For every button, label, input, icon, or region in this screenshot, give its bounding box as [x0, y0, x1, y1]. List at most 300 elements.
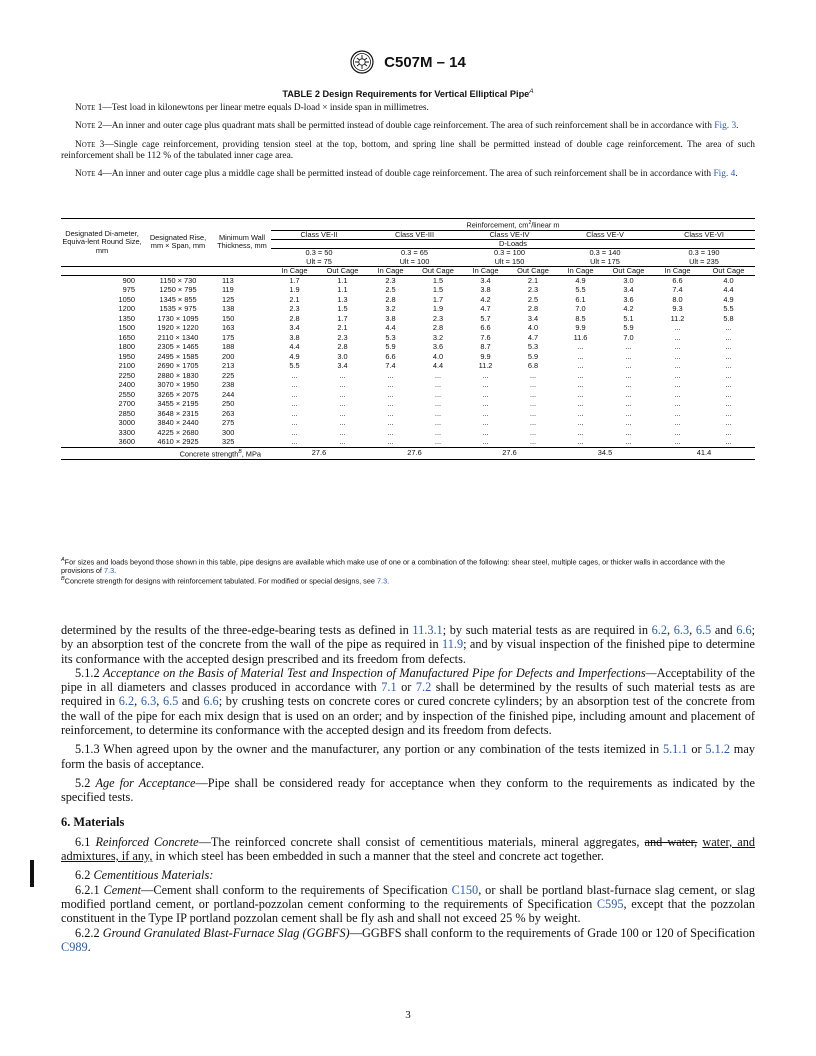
reinforcement-cell: 7.0	[575, 304, 586, 314]
reinforcement-cell: ...	[674, 342, 681, 352]
rise-span-cell: 1535 × 975	[159, 304, 197, 314]
reinforcement-cell: 4.4	[723, 285, 734, 295]
in-cage-header: In Cage	[664, 265, 691, 275]
in-cage-header: In Cage	[567, 265, 594, 275]
concrete-strength-value: 27.6	[311, 448, 327, 458]
class-header: Class VE-VI	[684, 229, 724, 239]
in-cage-header: In Cage	[472, 265, 499, 275]
reinforcement-cell: ...	[387, 427, 394, 437]
reinforcement-cell: ...	[291, 408, 298, 418]
section-7-3-link[interactable]: 7.3	[376, 576, 388, 586]
note-2: Note 2—An inner and outer cage plus quadrant mats shall be permitted instead of double cage reinforcement. The area of such reinforcement shall be in accordance with Fig. 3.	[75, 121, 739, 132]
reinforcement-cell: ...	[674, 370, 681, 380]
reinforcement-cell: ...	[577, 370, 584, 380]
class-header: Class VE-III	[394, 229, 434, 239]
reinforcement-cell: ...	[674, 380, 681, 390]
reinforcement-cell: ...	[577, 399, 584, 409]
reinforcement-cell: ...	[482, 389, 489, 399]
paragraph-5-1-2: 5.1.2 Acceptance on the Basis of Material Test and Inspection of Manufactured Pipe for Defects and Imperfections—Acceptability of the pipe in all diameters and classes produced in accordance with 7.1 or 7.2 shall be determined by the results of such material tests as are required in 6.2, 6.3, 6.5 and 6.6; by crushing tests on concrete cores or cured concrete cylinders; by an absorption test of the concrete from the wall of the pipe for each mix design that is used on an order; and by inspection of the finished pipe, including amount and placement of reinforcement, to determine its conformance with the accepted design and its freedom from defects.	[61, 665, 756, 738]
reinforcement-cell: 1.9	[432, 304, 444, 314]
rise-span-cell: 2880 × 1830	[157, 370, 199, 380]
reinforcement-cell: 7.4	[672, 285, 683, 295]
reinforcement-cell: 2.5	[527, 294, 539, 304]
section-link[interactable]: 6.5	[162, 694, 179, 709]
reinforcement-cell: ...	[434, 380, 442, 390]
section-link[interactable]: 11.9	[442, 637, 464, 652]
reinforcement-cell: 1.1	[337, 275, 348, 285]
table-notes	[61, 103, 755, 188]
reinforcement-cell: ...	[387, 389, 394, 399]
d-load-cell: 0.3 = 100 Ult = 150	[493, 248, 526, 266]
section-link[interactable]: 5.1.1	[662, 742, 688, 757]
reinforcement-cell: ...	[674, 418, 681, 428]
reinforcement-cell: 4.7	[480, 304, 491, 314]
table-title-footnote-mark: A	[529, 88, 534, 95]
reinforcement-cell: ...	[339, 427, 346, 437]
d-loads-header: D-Loads	[271, 240, 755, 249]
design-requirements-table	[61, 218, 755, 460]
table-row	[61, 371, 755, 381]
reinforcement-cell: ...	[434, 418, 442, 428]
reinforcement-cell: 2.8	[337, 342, 348, 352]
table-footnotes	[61, 556, 755, 586]
reinforcement-cell: ...	[339, 399, 346, 409]
section-link[interactable]: 6.2	[118, 694, 135, 709]
wall-thickness-cell: 300	[222, 427, 235, 437]
reinforcement-cell: ...	[577, 351, 584, 361]
reinforcement-cell: ...	[434, 399, 442, 409]
reinforcement-cell: 9.9	[575, 323, 586, 333]
reinforcement-cell: ...	[625, 418, 632, 428]
d-load-cell: 0.3 = 190 Ult = 235	[688, 248, 720, 266]
diameter-cell: 1500	[118, 323, 135, 333]
paragraph-title: Acceptance on the Basis of Material Test and Inspection of Manufactured Pipe for Defects and Imperfections—	[103, 665, 657, 680]
inserted-text: water, and admixtures, if any,	[61, 834, 756, 864]
reinforcement-cell: ...	[725, 323, 732, 333]
reinforcement-cell: ...	[482, 370, 489, 380]
reinforcement-cell: 11.2	[478, 361, 493, 371]
rise-span-cell: 3455 × 2195	[157, 399, 199, 409]
rise-span-cell: 4610 × 2925	[157, 437, 199, 447]
section-link[interactable]: 7.1	[381, 680, 397, 695]
reinforcement-cell: 4.9	[723, 294, 734, 304]
table-row	[61, 428, 755, 438]
reinforcement-cell: ...	[291, 380, 298, 390]
reinforcement-cell: 1.1	[337, 285, 348, 295]
reinforcement-cell: ...	[387, 399, 394, 409]
reinforcement-cell: 1.5	[337, 304, 348, 314]
specification-link[interactable]: C595	[596, 897, 624, 912]
section-link[interactable]: 6.6	[203, 694, 219, 709]
rise-span-cell: 2305 × 1465	[157, 342, 199, 352]
concrete-strength-value: 34.5	[597, 448, 613, 458]
reinforcement-cell: 4.2	[480, 294, 491, 304]
reinforcement-cell: ...	[339, 370, 346, 380]
reinforcement-cell: ...	[339, 437, 346, 447]
rise-span-cell: 1250 × 795	[159, 285, 197, 295]
reinforcement-cell: ...	[387, 370, 394, 380]
reinforcement-cell: 5.1	[623, 313, 634, 323]
diameter-cell: 975	[122, 285, 135, 295]
reinforcement-cell: 3.4	[527, 313, 539, 323]
reinforcement-cell: ...	[625, 427, 632, 437]
section-link[interactable]: 11.3.1	[412, 623, 443, 637]
rise-span-cell: 1920 × 1220	[157, 323, 199, 333]
table-row	[61, 343, 755, 353]
reinforcement-cell: 4.4	[432, 361, 444, 371]
reinforcement-cell: 2.3	[432, 313, 444, 323]
wall-thickness-cell: 125	[222, 294, 235, 304]
diameter-cell: 900	[122, 275, 135, 285]
diameter-cell: 2100	[118, 361, 135, 371]
diameter-cell: 2250	[118, 370, 135, 380]
reinforcement-cell: ...	[577, 342, 584, 352]
wall-thickness-cell: 325	[222, 437, 235, 447]
reinforcement-cell: 2.1	[289, 294, 300, 304]
wall-thickness-cell: 238	[222, 380, 235, 390]
reinforcement-cell: ...	[577, 427, 584, 437]
reinforcement-cell: 3.2	[432, 332, 444, 342]
standard-designation: C507M – 14	[384, 53, 466, 71]
reinforcement-cell: ...	[577, 389, 584, 399]
reinforcement-cell: ...	[482, 408, 489, 418]
reinforcement-cell: 1.9	[289, 285, 300, 295]
footnote-a: $^A$For sizes and loads beyond those shown in this table, pipe designs are available which make use of one or a combination of the following: shear steel, multiple cages, or thicker walls in accordance with the provisions of 7.3.	[61, 557, 726, 576]
reinforcement-cell: ...	[625, 399, 632, 409]
reinforcement-cell: ...	[387, 437, 394, 447]
paragraph-6-2: 6.2 Cementitious Materials:	[75, 868, 214, 883]
reinforcement-cell: 2.8	[527, 304, 539, 314]
body-text	[61, 623, 755, 954]
reinforcement-cell: 3.8	[289, 332, 300, 342]
specification-link[interactable]: C150	[451, 882, 479, 897]
reinforcement-cell: 6.6	[385, 351, 396, 361]
reinforcement-cell: ...	[291, 427, 298, 437]
reinforcement-cell: 5.5	[575, 285, 586, 295]
section-6-heading: 6. Materials	[61, 814, 125, 829]
reinforcement-cell: ...	[529, 370, 537, 380]
reinforcement-cell: 7.0	[623, 332, 634, 342]
reinforcement-cell: 8.5	[575, 313, 586, 323]
reinforcement-cell: ...	[625, 361, 632, 371]
wall-thickness-cell: 113	[222, 275, 234, 285]
reinforcement-cell: 3.6	[432, 342, 444, 352]
wall-thickness-cell: 275	[222, 418, 235, 428]
reinforcement-cell: ...	[339, 380, 346, 390]
paragraph-title: Reinforced Concrete	[95, 834, 199, 849]
deleted-text: and water,	[644, 834, 698, 849]
reinforcement-cell: 1.7	[337, 313, 348, 323]
diameter-cell: 1200	[118, 304, 135, 314]
reinforcement-cell: ...	[625, 342, 632, 352]
revision-change-bar	[30, 860, 34, 887]
diameter-cell: 1050	[118, 294, 135, 304]
reinforcement-cell: ...	[291, 418, 298, 428]
reinforcement-cell: ...	[725, 342, 732, 352]
out-cage-header: Out Cage	[326, 265, 359, 275]
reinforcement-cell: 11.6	[573, 332, 588, 342]
section-link[interactable]: 6.6	[736, 623, 752, 637]
diameter-cell: 1800	[118, 342, 135, 352]
reinforcement-cell: ...	[674, 332, 681, 342]
reinforcement-cell: 3.4	[623, 285, 634, 295]
reinforcement-cell: ...	[625, 389, 632, 399]
wall-thickness-cell: 263	[222, 408, 235, 418]
reinforcement-cell: ...	[725, 437, 732, 447]
wall-thickness-cell: 250	[222, 399, 235, 409]
reinforcement-cell: ...	[529, 380, 537, 390]
table-row	[61, 276, 755, 286]
section-link[interactable]: 6.2	[651, 623, 667, 637]
reinforcement-cell: 3.4	[480, 275, 491, 285]
rise-span-cell: 1345 × 855	[159, 294, 197, 304]
in-cage-header: In Cage	[377, 265, 404, 275]
paragraph-title: Ground Granulated Blast-Furnace Slag (GGBFS)	[102, 925, 350, 940]
reinforcement-cell: 3.2	[385, 304, 396, 314]
rise-span-cell: 3840 × 2440	[157, 418, 199, 428]
wall-thickness-cell: 175	[222, 332, 235, 342]
section-link[interactable]: 6.3	[140, 694, 157, 709]
reinforcement-cell: ...	[577, 380, 584, 390]
reinforcement-cell: ...	[674, 437, 681, 447]
reinforcement-cell: ...	[625, 370, 632, 380]
table-row	[61, 295, 755, 305]
reinforcement-cell: ...	[725, 427, 732, 437]
note-4: Note 4—An inner and outer cage plus a middle cage shall be permitted instead of double cage reinforcement. The area of such reinforcement shall be in accordance with Fig. 4.	[75, 169, 738, 180]
reinforcement-cell: 8.7	[480, 342, 491, 352]
reinforcement-cell: ...	[725, 418, 732, 428]
class-header: Class VE-II	[300, 229, 338, 239]
reinforcement-cell: ...	[625, 437, 632, 447]
rise-span-cell: 4225 × 2680	[157, 427, 199, 437]
reinforcement-cell: 4.2	[623, 304, 634, 314]
reinforcement-cell: ...	[674, 351, 681, 361]
reinforcement-cell: ...	[529, 427, 537, 437]
diameter-cell: 1950	[118, 351, 135, 361]
rise-span-cell: 1150 × 730	[159, 275, 197, 285]
table-row	[61, 409, 755, 419]
astm-logo-icon	[350, 50, 374, 74]
in-cage-header: In Cage	[281, 265, 308, 275]
reinforcement-cell: ...	[625, 380, 632, 390]
reinforcement-cell: 6.6	[672, 275, 683, 285]
reinforcement-cell: ...	[577, 408, 584, 418]
reinforcement-cell: 4.4	[289, 342, 300, 352]
reinforcement-cell: 2.8	[289, 313, 300, 323]
reinforcement-cell: 7.4	[385, 361, 396, 371]
wall-thickness-cell: 138	[222, 304, 235, 314]
reinforcement-cell: 4.4	[385, 323, 396, 333]
wall-thickness-cell: 200	[222, 351, 235, 361]
reinforcement-cell: ...	[674, 399, 681, 409]
reinforcement-cell: ...	[482, 437, 489, 447]
reinforcement-cell: 2.8	[432, 323, 444, 333]
out-cage-header: Out Cage	[422, 265, 454, 275]
reinforcement-cell: ...	[674, 408, 681, 418]
reinforcement-cell: ...	[529, 437, 537, 447]
paragraph-5-1-1-continued: determined by the results of the three-edge-bearing tests as defined in 11.3.1; by such material tests as are required in 6.2, 6.3, 6.5 and 6.6; by an absorption test of the concrete from the wall of the pipe as required in 11.9; and by visual inspection of the finished pipe to determine its conformance with the accepted design prescribed and its freedom from defects.	[61, 623, 756, 666]
reinforcement-cell: 11.2	[670, 313, 685, 323]
reinforcement-cell: ...	[577, 361, 584, 371]
section-link[interactable]: 6.5	[695, 623, 712, 637]
diameter-cell: 3000	[118, 418, 135, 428]
reinforcement-cell: 5.3	[527, 342, 539, 352]
reinforcement-cell: ...	[482, 418, 489, 428]
specification-link[interactable]: C989	[61, 939, 88, 954]
reinforcement-cell: 3.4	[337, 361, 348, 371]
d-load-cell: 0.3 = 50 Ult = 75	[305, 248, 333, 266]
reinforcement-cell: 6.8	[527, 361, 539, 371]
diameter-cell: 2400	[118, 380, 135, 390]
rise-span-cell: 1730 × 1095	[157, 313, 199, 323]
class-header: Class VE-V	[586, 229, 624, 239]
paragraph-title: Age for Acceptance	[95, 775, 196, 790]
table-row	[61, 390, 755, 400]
paragraph-6-2-1: 6.2.1 Cement—Cement shall conform to the requirements of Specification C150, or shall be portland blast-furnace slag cement, or slag modified portland cement, or portland-pozzolan cement conforming to the requirements of Specification C595, except that the pozzolan constituent in the Type IP portland pozzolan cement shall be fly ash and shall not exceed 25 % by weight.	[61, 882, 756, 926]
reinforcement-cell: ...	[529, 389, 537, 399]
note-3: Note 3—Single cage reinforcement, providing tension steel at the top, bottom, and spring line shall be permitted instead of double cage reinforcement. The area of such reinforcement shall be 112 % of the tabulated inner cage area.	[61, 139, 755, 161]
concrete-strength-value: 41.4	[696, 448, 712, 458]
section-link[interactable]: 5.1.2	[705, 742, 730, 757]
table-title-text: TABLE 2 Design Requirements for Vertical Elliptical Pipe	[282, 89, 530, 100]
reinforcement-cell: 3.0	[337, 351, 348, 361]
reinforcement-cell: ...	[577, 418, 584, 428]
rise-span-header: Designated Rise, mm × Span, mm	[143, 219, 213, 267]
reinforcement-cell: ...	[725, 389, 732, 399]
reinforcement-cell: 2.3	[527, 285, 539, 295]
reinforcement-cell: 6.1	[575, 294, 586, 304]
section-link[interactable]: 7.2	[415, 680, 432, 695]
reinforcement-cell: 7.6	[480, 332, 491, 342]
rise-span-cell: 2110 × 1340	[157, 332, 199, 342]
reinforcement-cell: 4.0	[723, 275, 734, 285]
reinforcement-cell: ...	[339, 408, 346, 418]
reinforcement-cell: ...	[725, 351, 732, 361]
concrete-strength-value: 27.6	[502, 448, 517, 458]
reinforcement-cell: ...	[725, 361, 732, 371]
reinforcement-cell: ...	[529, 399, 537, 409]
table-row	[61, 314, 755, 324]
reinforcement-cell: ...	[725, 370, 732, 380]
reinforcement-cell: 2.8	[385, 294, 396, 304]
figure-3-link[interactable]: Fig. 3	[714, 121, 737, 132]
reinforcement-cell: 1.5	[432, 285, 444, 295]
reinforcement-cell: ...	[725, 408, 732, 418]
reinforcement-cell: ...	[387, 380, 394, 390]
reinforcement-cell: 3.4	[289, 323, 300, 333]
diameter-cell: 3300	[118, 427, 135, 437]
reinforcement-cell: 5.3	[385, 332, 396, 342]
reinforcement-cell: ...	[434, 389, 442, 399]
reinforcement-cell: 1.7	[289, 275, 300, 285]
out-cage-header: Out Cage	[612, 265, 645, 275]
diameter-cell: 3600	[118, 437, 135, 447]
out-cage-header: Out Cage	[712, 265, 745, 275]
reinforcement-cell: 4.9	[575, 275, 586, 285]
section-link[interactable]: 6.3	[673, 623, 690, 637]
reinforcement-cell: 2.5	[385, 285, 396, 295]
reinforcement-cell: 5.9	[385, 342, 396, 352]
paragraph-title: Cementitious Materials:	[93, 868, 214, 883]
reinforcement-cell: 2.1	[527, 275, 539, 285]
reinforcement-cell: ...	[291, 389, 298, 399]
d-load-cell: 0.3 = 65 Ult = 100	[399, 248, 430, 266]
reinforcement-cell: ...	[339, 418, 346, 428]
reinforcement-cell: ...	[725, 399, 732, 409]
reinforcement-header: Reinforcement, $cm^2$/linear m	[271, 219, 755, 231]
footnote-b: $^B$Concrete strength for designs with reinforcement tabulated. For modified or special designs, see 7.3.	[61, 576, 390, 586]
class-header: Class VE-IV	[489, 229, 530, 239]
reinforcement-cell: 2.3	[385, 275, 396, 285]
wall-thickness-cell: 119	[222, 285, 234, 295]
reinforcement-cell: 1.3	[337, 294, 348, 304]
concrete-strength-value: 27.6	[407, 448, 422, 458]
wall-thickness-cell: 150	[222, 313, 235, 323]
figure-4-link[interactable]: Fig. 4	[713, 169, 736, 180]
table-row	[61, 400, 755, 410]
reinforcement-cell: ...	[387, 418, 394, 428]
reinforcement-cell: 9.9	[480, 351, 491, 361]
reinforcement-cell: ...	[625, 408, 632, 418]
reinforcement-cell: ...	[291, 370, 298, 380]
reinforcement-cell: 1.5	[432, 275, 444, 285]
rise-span-cell: 2495 × 1585	[157, 351, 199, 361]
paragraph-5-1-3: 5.1.3 When agreed upon by the owner and the manufacturer, any portion or any combination of the tests itemized in 5.1.1 or 5.1.2 may form the basis of acceptance.	[61, 742, 755, 771]
reinforcement-cell: ...	[674, 389, 681, 399]
reinforcement-cell: ...	[387, 408, 394, 418]
reinforcement-cell: 1.7	[432, 294, 444, 304]
reinforcement-cell: ...	[674, 323, 681, 333]
reinforcement-cell: 5.5	[723, 304, 734, 314]
reinforcement-cell: ...	[434, 370, 442, 380]
wall-thickness-cell: 244	[222, 389, 235, 399]
reinforcement-cell: ...	[434, 408, 442, 418]
reinforcement-cell: 4.7	[527, 332, 539, 342]
paragraph-6-1: 6.1 Reinforced Concrete—The reinforced concrete shall consist of cementitious materials, mineral aggregates, and water, water, and admixtures, if any, in which steel has been embedded in such a manner that the steel and concrete act together.	[61, 834, 756, 864]
reinforcement-cell: 8.0	[672, 294, 683, 304]
reinforcement-cell: 6.6	[480, 323, 491, 333]
reinforcement-cell: 5.9	[527, 351, 539, 361]
diameter-cell: 2850	[118, 408, 135, 418]
paragraph-5-2: 5.2 Age for Acceptance—Pipe shall be considered ready for acceptance when they conform to the requirements as indicated by the specified tests.	[61, 775, 755, 805]
reinforcement-cell: 2.1	[337, 323, 348, 333]
diameter-cell: 2700	[118, 399, 135, 409]
rise-span-cell: 3265 × 2075	[157, 389, 199, 399]
wall-thickness-cell: 188	[222, 342, 235, 352]
note-1: Note 1—Test load in kilonewtons per linear metre equals D-load × inside span in millimetres.	[75, 103, 429, 113]
section-7-3-link[interactable]: 7.3	[104, 566, 115, 576]
page-number: 3	[405, 1009, 411, 1021]
table-row	[61, 362, 755, 372]
reinforcement-cell: 4.0	[527, 323, 539, 333]
table-row	[61, 352, 755, 362]
reinforcement-cell: ...	[577, 437, 584, 447]
reinforcement-cell: 4.9	[289, 351, 300, 361]
d-load-cell: 0.3 = 140 Ult = 175	[589, 248, 621, 266]
reinforcement-cell: 4.0	[432, 351, 444, 361]
wall-thickness-cell: 213	[222, 361, 235, 371]
table-row	[61, 381, 755, 391]
reinforcement-cell: ...	[434, 437, 442, 447]
table-row	[61, 419, 755, 429]
reinforcement-cell: 5.8	[723, 313, 734, 323]
out-cage-header: Out Cage	[517, 265, 549, 275]
reinforcement-cell: ...	[482, 380, 489, 390]
rise-span-cell: 3070 × 1950	[157, 380, 199, 390]
diameter-header: Designated Di-ameter, Equiva-lent Round Size, mm	[61, 219, 143, 267]
reinforcement-cell: 3.6	[623, 294, 634, 304]
reinforcement-cell: ...	[725, 380, 732, 390]
